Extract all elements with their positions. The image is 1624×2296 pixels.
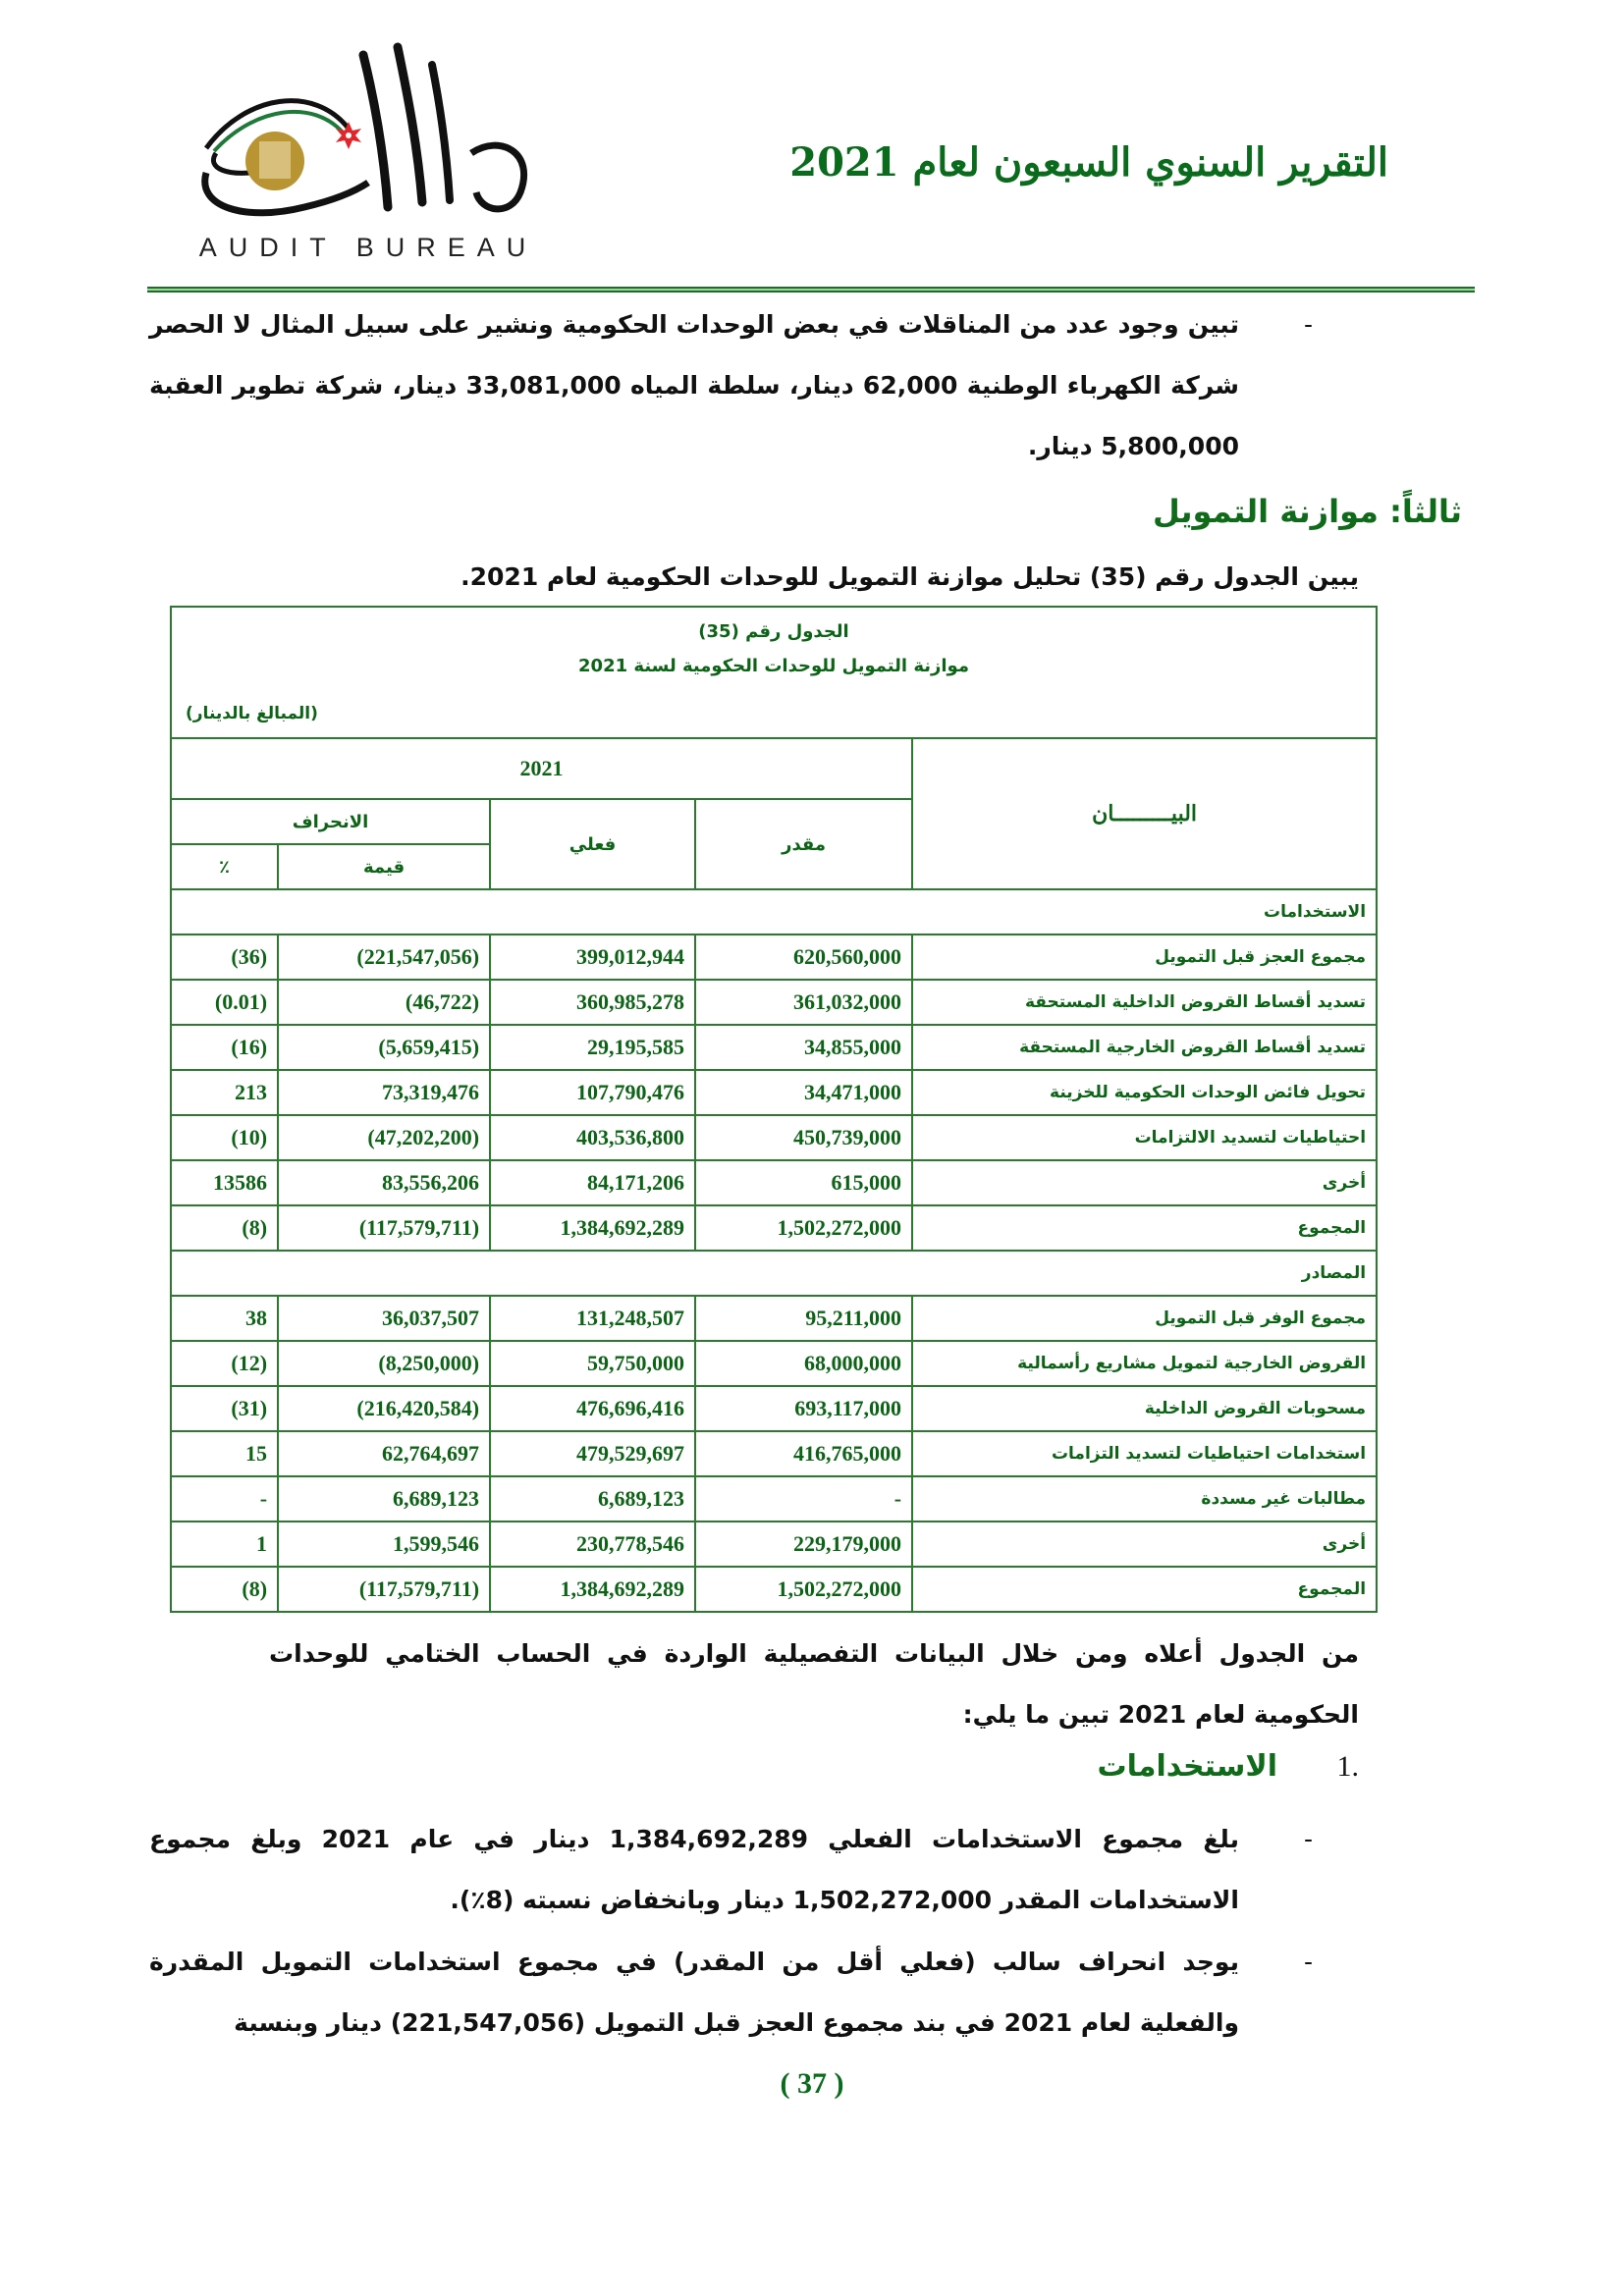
table-intro-text: يبين الجدول رقم (35) تحليل موازنة التمويل للوحدات الحكومية لعام 2021. (460, 562, 1359, 591)
row-deviation-value: (8,250,000) (278, 1341, 490, 1386)
table-conclusion-text: من الجدول أعلاه ومن خلال البيانات التفصيلية الواردة في الحساب الختامي للوحدات الحكومية لعام 2021 تبين ما يلي: (269, 1639, 1359, 1729)
bullet-dash: - (1303, 1948, 1313, 1976)
table-caption (171, 607, 1377, 738)
row-deviation-value: (5,659,415) (278, 1025, 490, 1070)
col-header-year: 2021 (171, 738, 912, 799)
section-row-uses: الاستخدامات (171, 889, 1377, 934)
row-item: مطالبات غير مسددة (912, 1476, 1377, 1522)
row-actual: 59,750,000 (490, 1341, 695, 1386)
section-heading-financing-budget: ثالثاً: موازنة التمويل (1152, 493, 1462, 530)
table-row (171, 1476, 1377, 1522)
row-actual: 476,696,416 (490, 1386, 695, 1431)
row-estimated: - (695, 1476, 912, 1522)
subsection-number: .1 (1336, 1750, 1359, 1783)
table-row-total-uses (171, 1205, 1377, 1251)
row-estimated: 229,179,000 (695, 1522, 912, 1567)
row-actual: 399,012,944 (490, 934, 695, 980)
logo-caption: AUDIT BUREAU (198, 233, 538, 262)
row-item: المجموع (912, 1205, 1377, 1251)
table-row (171, 1431, 1377, 1476)
table-row (171, 980, 1377, 1025)
row-deviation-value: (117,579,711) (278, 1567, 490, 1612)
row-actual: 107,790,476 (490, 1070, 695, 1115)
row-estimated: 1,502,272,000 (695, 1205, 912, 1251)
row-actual: 479,529,697 (490, 1431, 695, 1476)
row-deviation-percent: (31) (171, 1386, 278, 1431)
row-deviation-percent: 13586 (171, 1160, 278, 1205)
row-item: المجموع (912, 1567, 1377, 1612)
row-deviation-value: 1,599,546 (278, 1522, 490, 1567)
row-deviation-value: (46,722) (278, 980, 490, 1025)
row-estimated: 416,765,000 (695, 1431, 912, 1476)
row-deviation-percent: (8) (171, 1205, 278, 1251)
intro-bullet (149, 294, 1313, 477)
col-header-actual: فعلي (490, 799, 695, 889)
row-item: مسحوبات القروض الداخلية (912, 1386, 1377, 1431)
logo-emblem-icon (187, 35, 550, 232)
row-deviation-value: 62,764,697 (278, 1431, 490, 1476)
row-item: تسديد أقساط القروض الخارجية المستحقة (912, 1025, 1377, 1070)
row-item: احتياطيات لتسديد الالتزامات (912, 1115, 1377, 1160)
table-unit-note: (المبالغ بالدينار) (186, 704, 318, 723)
row-actual: 403,536,800 (490, 1115, 695, 1160)
uses-bullet-1 (149, 1809, 1313, 1931)
row-item: أخرى (912, 1522, 1377, 1567)
row-estimated: 34,471,000 (695, 1070, 912, 1115)
row-deviation-percent: (36) (171, 934, 278, 980)
row-item: مجموع العجز قبل التمويل (912, 934, 1377, 980)
row-deviation-value: (117,579,711) (278, 1205, 490, 1251)
header-divider (147, 287, 1475, 293)
uses-bullet-2 (149, 1932, 1313, 2054)
table-row (171, 934, 1377, 980)
row-actual: 1,384,692,289 (490, 1205, 695, 1251)
section-row-sources: المصادر (171, 1251, 1377, 1296)
row-item: تسديد أقساط القروض الداخلية المستحقة (912, 980, 1377, 1025)
row-estimated: 95,211,000 (695, 1296, 912, 1341)
row-deviation-value: (216,420,584) (278, 1386, 490, 1431)
bullet-dash: - (1303, 310, 1313, 339)
table-row-total-sources (171, 1567, 1377, 1612)
row-deviation-value: 73,319,476 (278, 1070, 490, 1115)
table-title: موازنة التمويل للوحدات الحكومية لسنة 2021 (578, 656, 969, 676)
col-header-deviation: الانحراف (171, 799, 490, 844)
row-deviation-percent: 1 (171, 1522, 278, 1567)
row-estimated: 615,000 (695, 1160, 912, 1205)
table-row (171, 1341, 1377, 1386)
row-deviation-value: 36,037,507 (278, 1296, 490, 1341)
table-row (171, 1296, 1377, 1341)
table-number: الجدول رقم (35) (698, 621, 849, 642)
financing-budget-table-container (170, 606, 1376, 1613)
subsection-title: الاستخدامات (1097, 1749, 1278, 1784)
row-actual: 1,384,692,289 (490, 1567, 695, 1612)
row-item: مجموع الوفر قبل التمويل (912, 1296, 1377, 1341)
row-actual: 84,171,206 (490, 1160, 695, 1205)
col-header-value: قيمة (278, 844, 490, 889)
row-actual: 360,985,278 (490, 980, 695, 1025)
table-row (171, 1070, 1377, 1115)
row-estimated: 68,000,000 (695, 1341, 912, 1386)
table-row (171, 1386, 1377, 1431)
row-item: تحويل فائض الوحدات الحكومية للخزينة (912, 1070, 1377, 1115)
row-deviation-value: 83,556,206 (278, 1160, 490, 1205)
table-row (171, 1160, 1377, 1205)
row-estimated: 1,502,272,000 (695, 1567, 912, 1612)
row-item: أخرى (912, 1160, 1377, 1205)
row-estimated: 34,855,000 (695, 1025, 912, 1070)
row-estimated: 450,739,000 (695, 1115, 912, 1160)
bullet-dash: - (1303, 1825, 1313, 1853)
row-estimated: 693,117,000 (695, 1386, 912, 1431)
col-header-item: البيـــــــــان (912, 738, 1377, 889)
row-deviation-percent: (8) (171, 1567, 278, 1612)
uses-bullet-2-text: يوجد انحراف سالب (فعلي أقل من المقدر) في مجموع استخدامات التمويل المقدرة والفعلية لعام 2021 في بند مجموع العجز قبل التمويل (221,547,056) دينار وبنسبة (149, 1948, 1239, 2037)
subsection-uses-heading (1097, 1749, 1359, 1784)
row-item: استخدامات احتياطيات لتسديد التزامات (912, 1431, 1377, 1476)
row-actual: 131,248,507 (490, 1296, 695, 1341)
row-estimated: 620,560,000 (695, 934, 912, 980)
row-actual: 6,689,123 (490, 1476, 695, 1522)
row-deviation-percent: 15 (171, 1431, 278, 1476)
row-deviation-value: (47,202,200) (278, 1115, 490, 1160)
row-deviation-percent: - (171, 1476, 278, 1522)
intro-bullet-text: تبين وجود عدد من المناقلات في بعض الوحدات الحكومية ونشير على سبيل المثال لا الحصر شركة الكهرباء الوطنية 62,000 دينار، سلطة المياه 33,081,000 دينار، شركة تطوير العقبة 5,800,000 دينار. (149, 310, 1239, 460)
uses-bullet-1-text: بلغ مجموع الاستخدامات الفعلي 1,384,692,289 دينار في عام 2021 وبلغ مجموع الاستخدامات المقدر 1,502,272,000 دينار وبانخفاض نسبته (8٪). (149, 1825, 1240, 1914)
row-deviation-value: 6,689,123 (278, 1476, 490, 1522)
row-deviation-percent: (12) (171, 1341, 278, 1386)
row-deviation-percent: (10) (171, 1115, 278, 1160)
table-row (171, 1522, 1377, 1567)
row-deviation-percent: (0.01) (171, 980, 278, 1025)
col-header-percent: ٪ (171, 844, 278, 889)
row-item: القروض الخارجية لتمويل مشاريع رأسمالية (912, 1341, 1377, 1386)
row-deviation-percent: 213 (171, 1070, 278, 1115)
table-row (171, 1115, 1377, 1160)
row-deviation-value: (221,547,056) (278, 934, 490, 980)
report-title: التقرير السنوي السبعون لعام 2021 (789, 139, 1388, 186)
row-deviation-percent: 38 (171, 1296, 278, 1341)
audit-bureau-logo (187, 35, 550, 263)
col-header-estimated: مقدر (695, 799, 912, 889)
table-row (171, 1025, 1377, 1070)
financing-budget-table (170, 606, 1378, 1613)
row-estimated: 361,032,000 (695, 980, 912, 1025)
row-actual: 230,778,546 (490, 1522, 695, 1567)
page-number: ( 37 ) (780, 2067, 844, 2100)
row-actual: 29,195,585 (490, 1025, 695, 1070)
row-deviation-percent: (16) (171, 1025, 278, 1070)
